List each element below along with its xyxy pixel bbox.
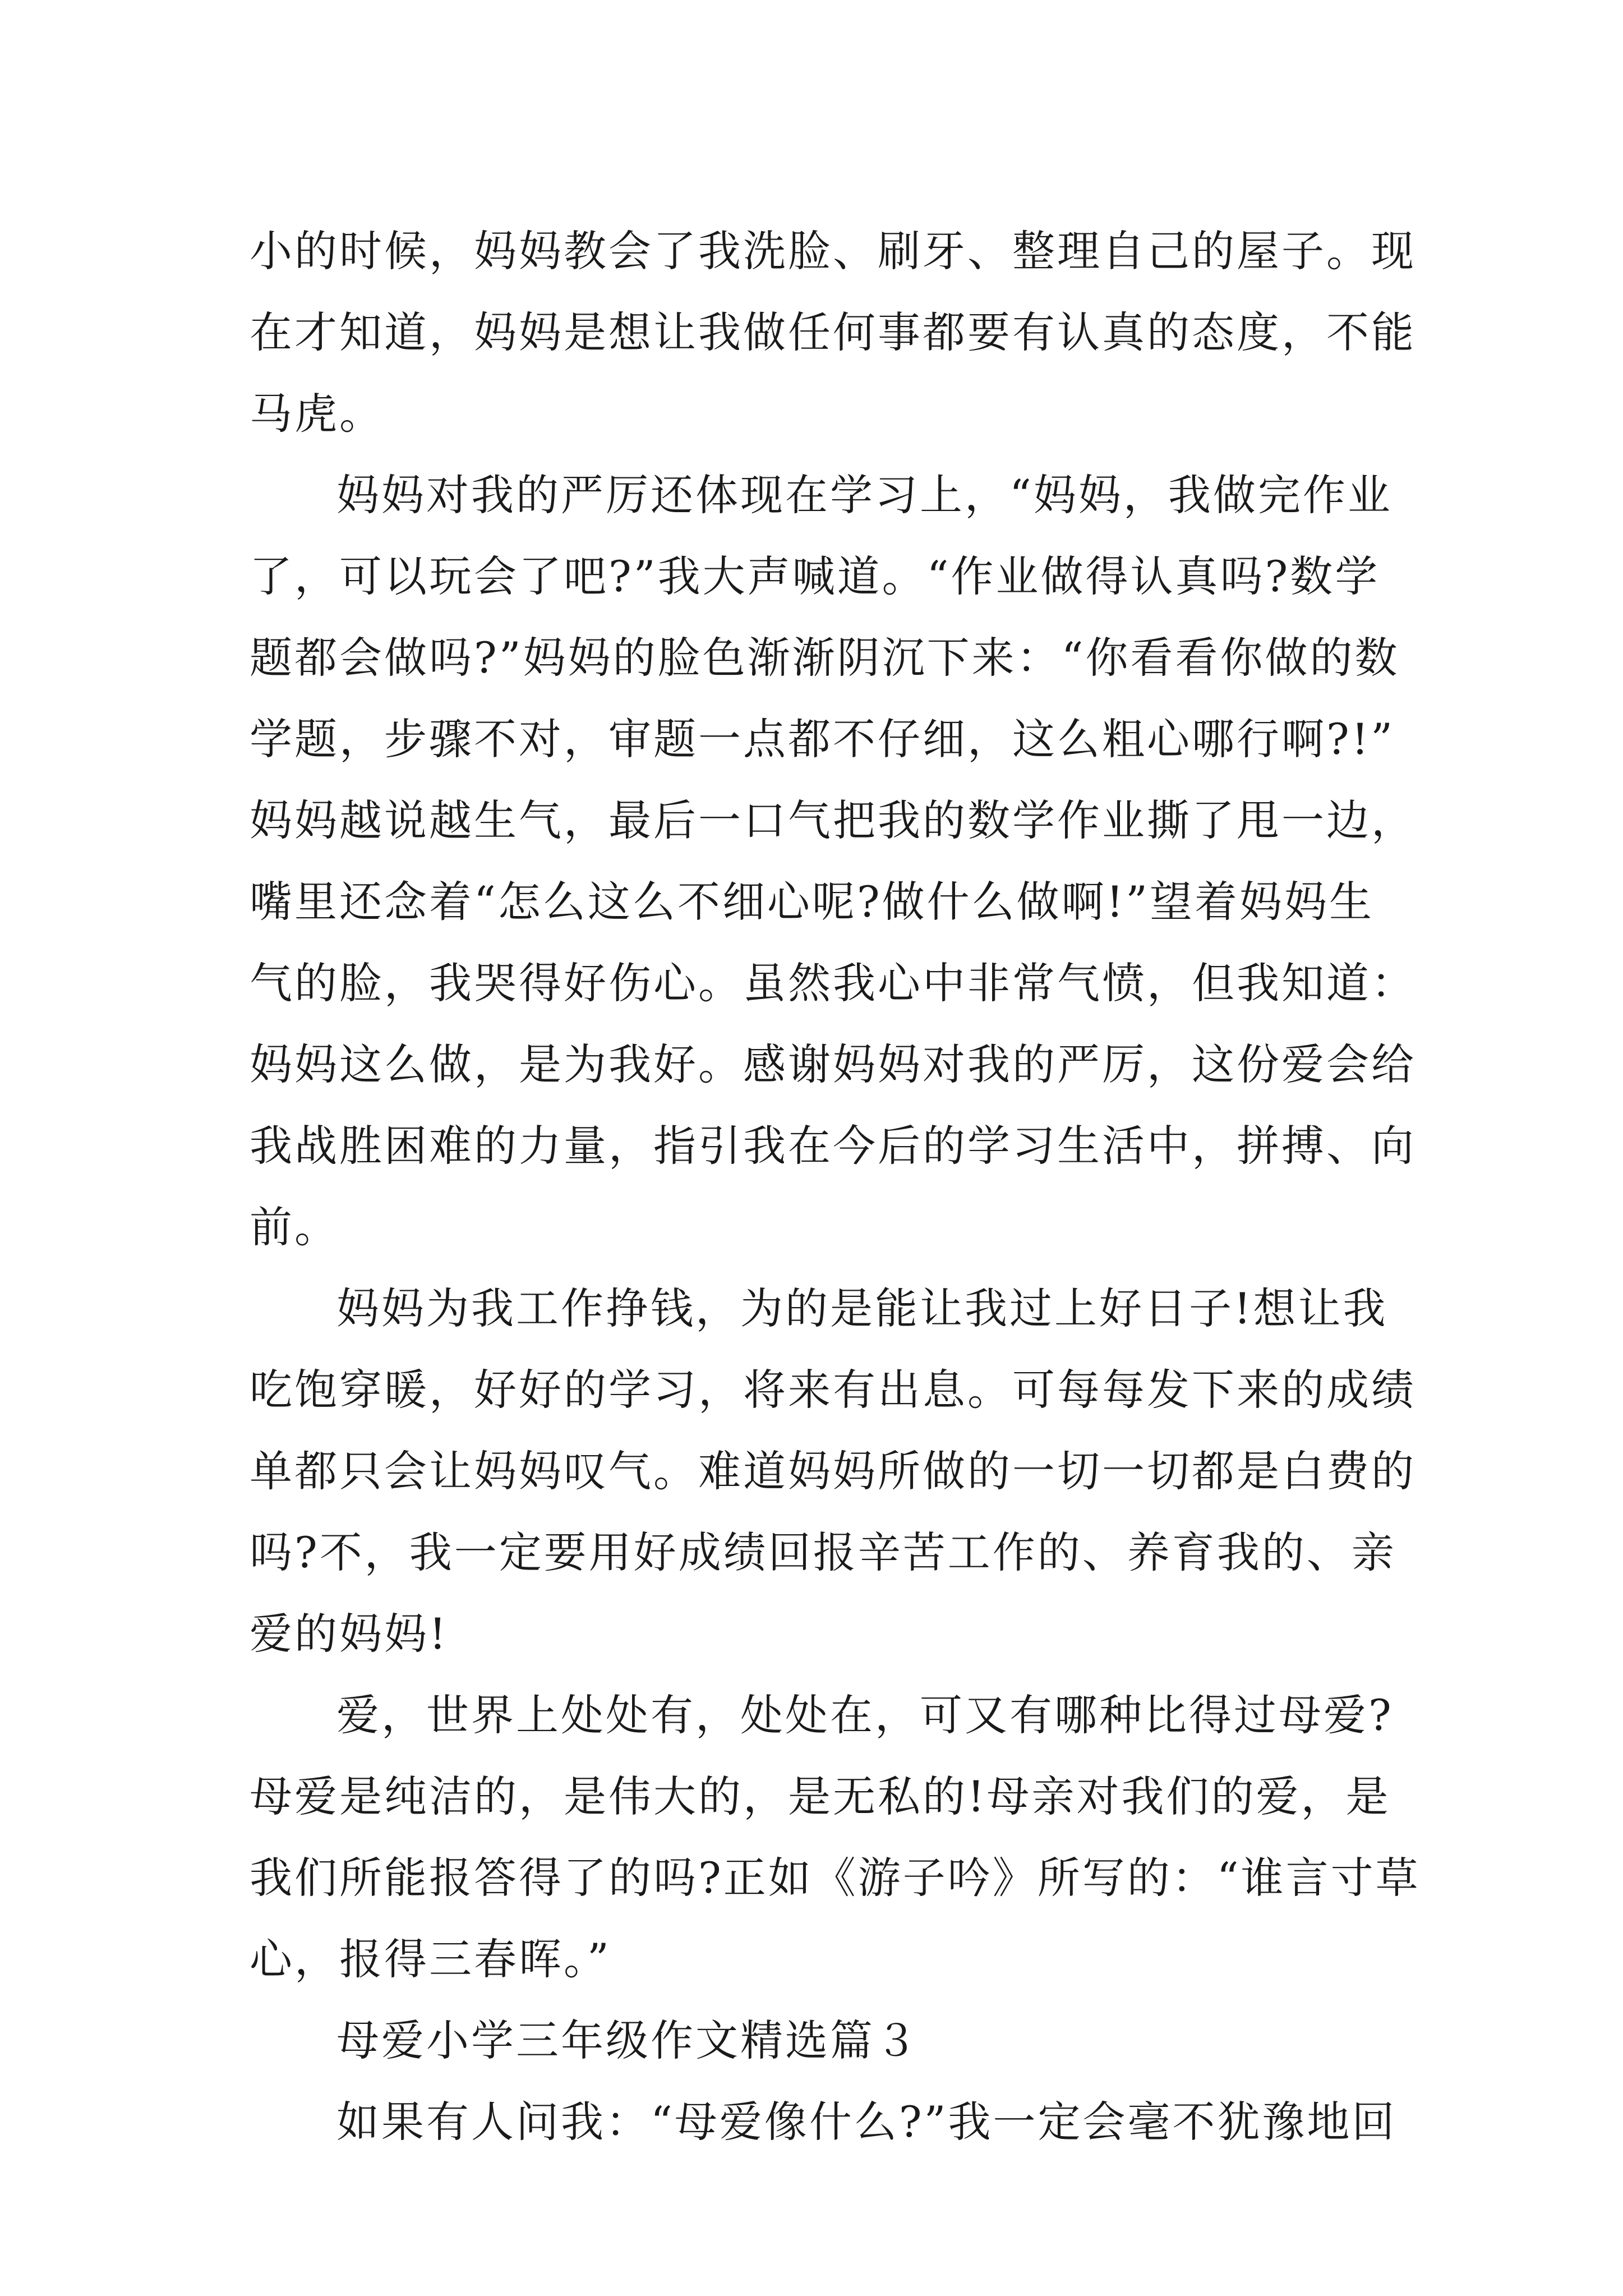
- text-line: 母爱是纯洁的，是伟大的，是无私的!母亲对我们的爱，是: [250, 1772, 1391, 1821]
- paragraph: [250, 1674, 1421, 2000]
- text-line: 我战胜困难的力量，指引我在今后的学习生活中，拼搏、向: [250, 1121, 1416, 1171]
- text-line: 爱的妈妈!: [250, 1609, 449, 1659]
- paragraph: [250, 2081, 1397, 2162]
- paragraph: [250, 1268, 1416, 1674]
- text-line: 学题，步骤不对，审题一点都不仔细，这么粗心哪行啊?!”: [250, 714, 1395, 764]
- paragraph: [250, 454, 1416, 1268]
- document-body: [250, 210, 1421, 2162]
- text-line: 心，报得三春晖。”: [250, 1934, 611, 1984]
- text-line: 如果有人问我：“母爱像什么?”我一定会毫不犹豫地回: [336, 2097, 1397, 2147]
- text-line: 吃饱穿暖，好好的学习，将来有出息。可每每发下来的成绩: [250, 1365, 1416, 1415]
- text-line: 爱，世界上处处有，处处在，可又有哪种比得过母爱?: [336, 1690, 1394, 1740]
- section-heading: [250, 2000, 1377, 2081]
- text-line: 在才知道，妈妈是想让我做任何事都要有认真的态度，不能: [250, 307, 1416, 357]
- text-line: 小的时候，妈妈教会了我洗脸、刷牙、整理自己的屋子。现: [250, 226, 1416, 276]
- text-line: 吗?不，我一定要用好成绩回报辛苦工作的、养育我的、亲: [250, 1527, 1396, 1577]
- text-line: 妈妈为我工作挣钱，为的是能让我过上好日子!想让我: [336, 1283, 1388, 1333]
- text-line: 妈妈对我的严厉还体现在学习上，“妈妈，我做完作业: [336, 470, 1393, 520]
- heading-text: 母爱小学三年级作文精选篇３: [336, 2016, 920, 2065]
- text-line: 马虎。: [250, 389, 384, 439]
- paragraph: [250, 210, 1416, 454]
- text-line: 了，可以玩会了吧?”我大声喊道。“作业做得认真吗?数学: [250, 551, 1380, 601]
- text-line: 妈妈这么做，是为我好。感谢妈妈对我的严厉，这份爱会给: [250, 1039, 1416, 1089]
- text-line: 我们所能报答得了的吗?正如《游子吟》所写的：“谁言寸草: [250, 1853, 1421, 1903]
- text-line: 前。: [250, 1202, 339, 1252]
- text-line: 妈妈越说越生气，最后一口气把我的数学作业撕了甩一边，: [250, 795, 1416, 845]
- text-line: 气的脸，我哭得好伤心。虽然我心中非常气愤，但我知道：: [250, 958, 1416, 1008]
- text-line: 嘴里还念着“怎么这么不细心呢?做什么做啊!”望着妈妈生: [250, 877, 1374, 927]
- text-line: 题都会做吗?”妈妈的脸色渐渐阴沉下来：“你看看你做的数: [250, 633, 1400, 683]
- text-line: 单都只会让妈妈叹气。难道妈妈所做的一切一切都是白费的: [250, 1446, 1416, 1496]
